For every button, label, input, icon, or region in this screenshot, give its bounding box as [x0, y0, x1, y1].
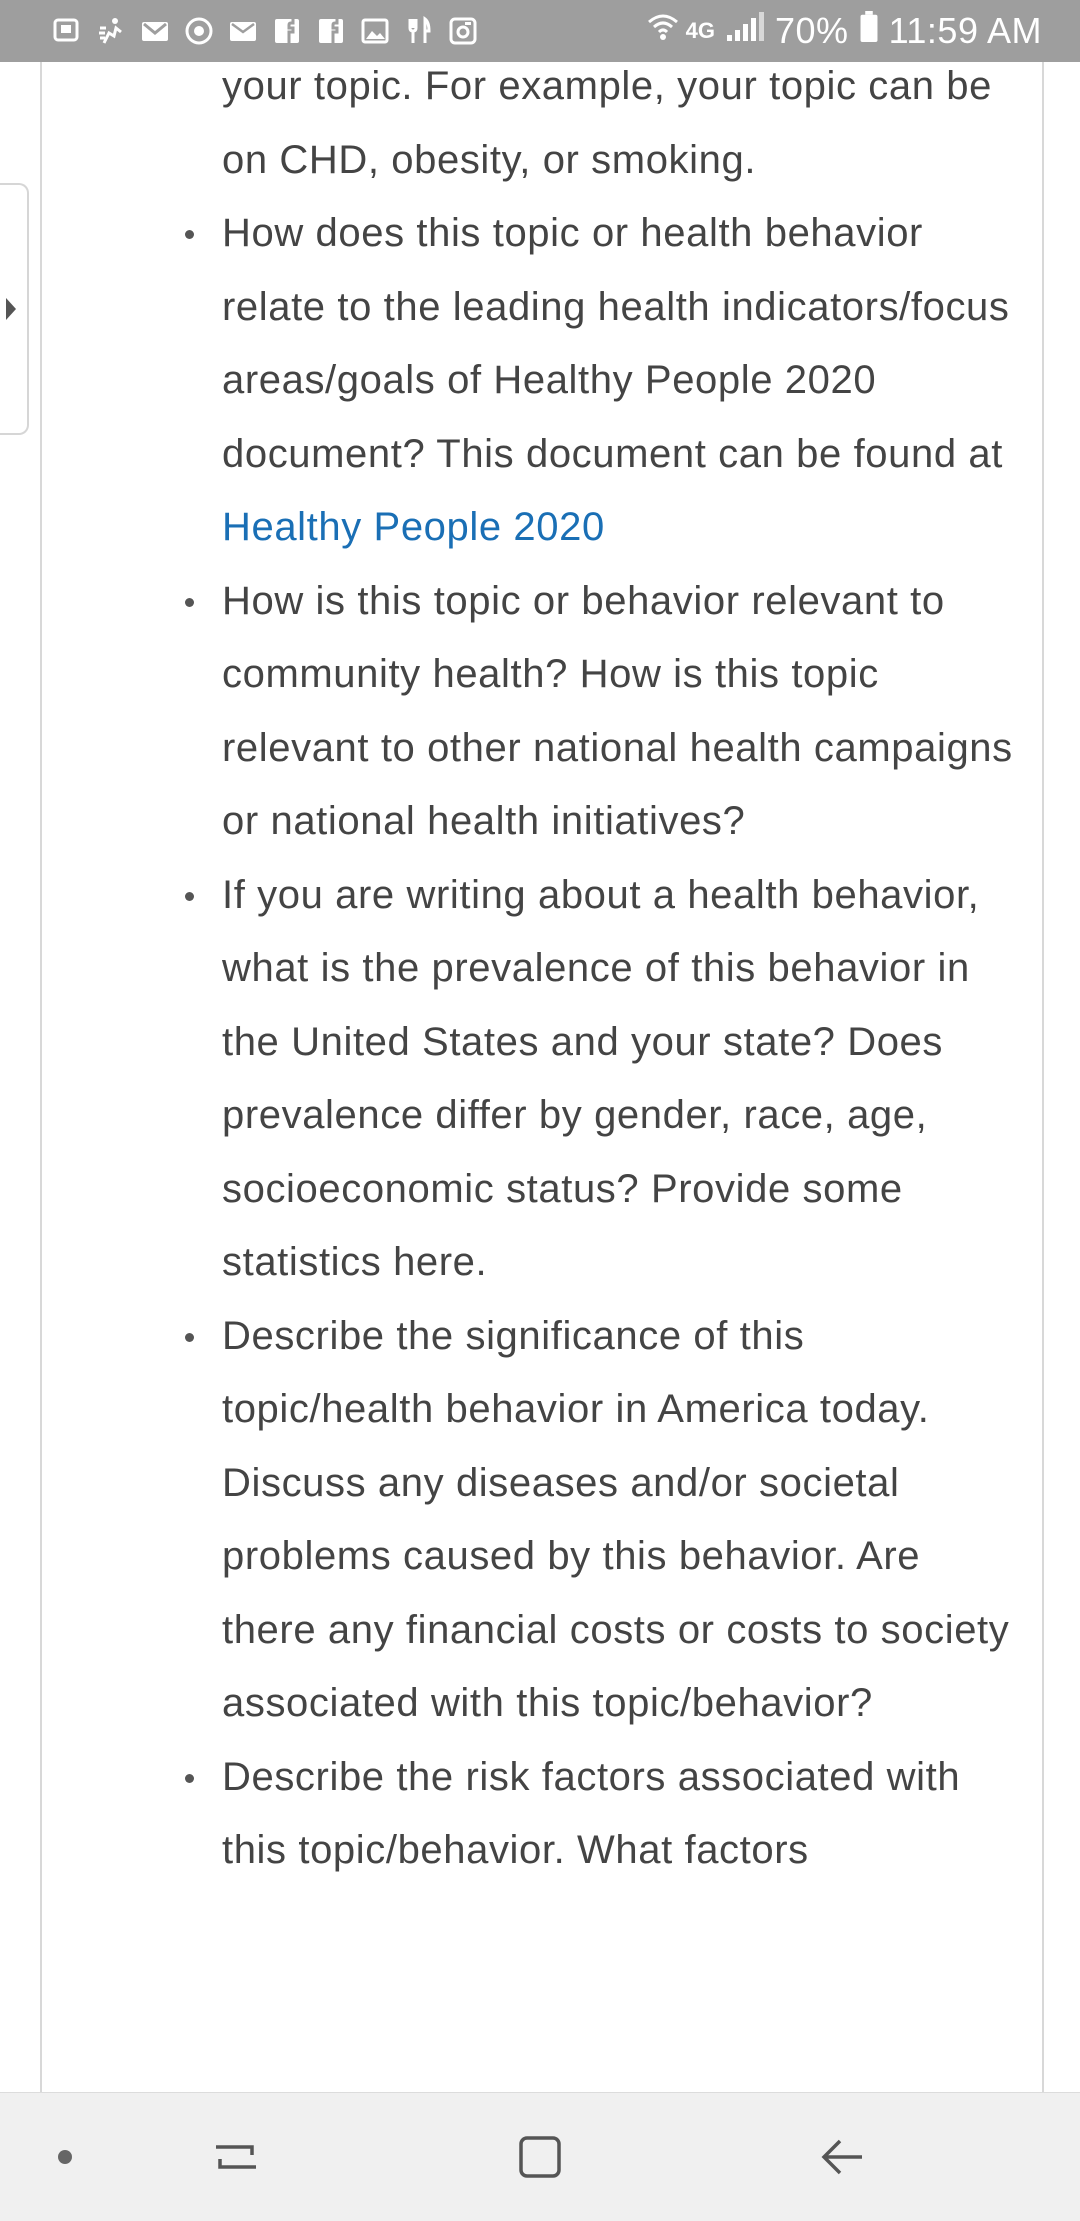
bullet-icon: [185, 1333, 194, 1342]
battery-icon: [859, 10, 879, 52]
healthy-people-2020-link[interactable]: Healthy People 2020: [222, 505, 605, 549]
clock: 11:59 AM: [888, 10, 1042, 51]
list-item-text: If you are writing about a health behavior, what is the prevalence of this behavior in the United States and your state? Does prevalence differ by gender, race, age, socioeconomic status? Provide some statistics here.: [222, 872, 980, 1284]
recent-apps-icon: [212, 2133, 260, 2181]
signal-icon: [725, 10, 765, 52]
list-item-text: Describe the risk factors associated with this topic/behavior. What factors: [222, 1754, 961, 1872]
assignment-instructions: [222, 62, 1022, 1888]
list-item: [222, 1741, 1022, 1888]
facebook-icon: [316, 16, 346, 46]
back-arrow-icon: [818, 2133, 866, 2181]
wifi-icon: [646, 10, 680, 52]
restaurant-icon: [404, 16, 434, 46]
list-item: [222, 565, 1022, 859]
expand-arrow-icon: [4, 296, 18, 322]
back-button[interactable]: [812, 2129, 872, 2185]
gmail-icon: [140, 16, 170, 46]
dot-icon: [57, 2149, 73, 2165]
camera-icon: [448, 16, 478, 46]
list-item-text: How is this topic or behavior relevant to community health? How is this topic relevant to other national health campaigns or national health initiatives?: [222, 578, 1013, 843]
home-button[interactable]: [510, 2129, 570, 2185]
sidebar-toggle[interactable]: [0, 183, 29, 435]
bullet-icon: [185, 598, 194, 607]
recent-apps-button[interactable]: [206, 2129, 266, 2185]
bullet-icon: [185, 230, 194, 239]
nav-dot-button[interactable]: [50, 2137, 80, 2177]
list-item-text: How does this topic or health behavior relate to the leading health indicators/focus areas/goals of Healthy People 2020 document? This document can be found at: [222, 211, 1010, 476]
status-bar: [0, 0, 1080, 62]
chrome-icon: [184, 16, 214, 46]
list-item: [222, 197, 1022, 565]
system-status: [646, 10, 1042, 52]
notification-icons: [52, 16, 478, 46]
notification-app-icon: [52, 16, 82, 46]
list-item: [222, 1300, 1022, 1741]
gallery-icon: [360, 16, 390, 46]
bullet-icon: [185, 892, 194, 901]
home-icon: [516, 2133, 564, 2181]
bullet-icon: [185, 1774, 194, 1783]
list-item: [222, 859, 1022, 1300]
network-type-label: 4G: [685, 18, 715, 43]
facebook-icon: [272, 16, 302, 46]
activity-icon: [96, 16, 126, 46]
partial-paragraph: your topic. For example, your topic can be on CHD, obesity, or smoking.: [222, 64, 993, 182]
battery-percentage: 70%: [775, 10, 849, 51]
bullet-list: [222, 197, 1022, 1888]
mail-icon: [228, 16, 258, 46]
content-frame: [40, 62, 1044, 2092]
navigation-bar: [0, 2092, 1080, 2221]
list-item-text: Describe the significance of this topic/health behavior in America today. Discuss any diseases and/or societal problems caused by this behavior. Are there any financial costs or costs to society associated with this topic/behavior?: [222, 1313, 1010, 1725]
